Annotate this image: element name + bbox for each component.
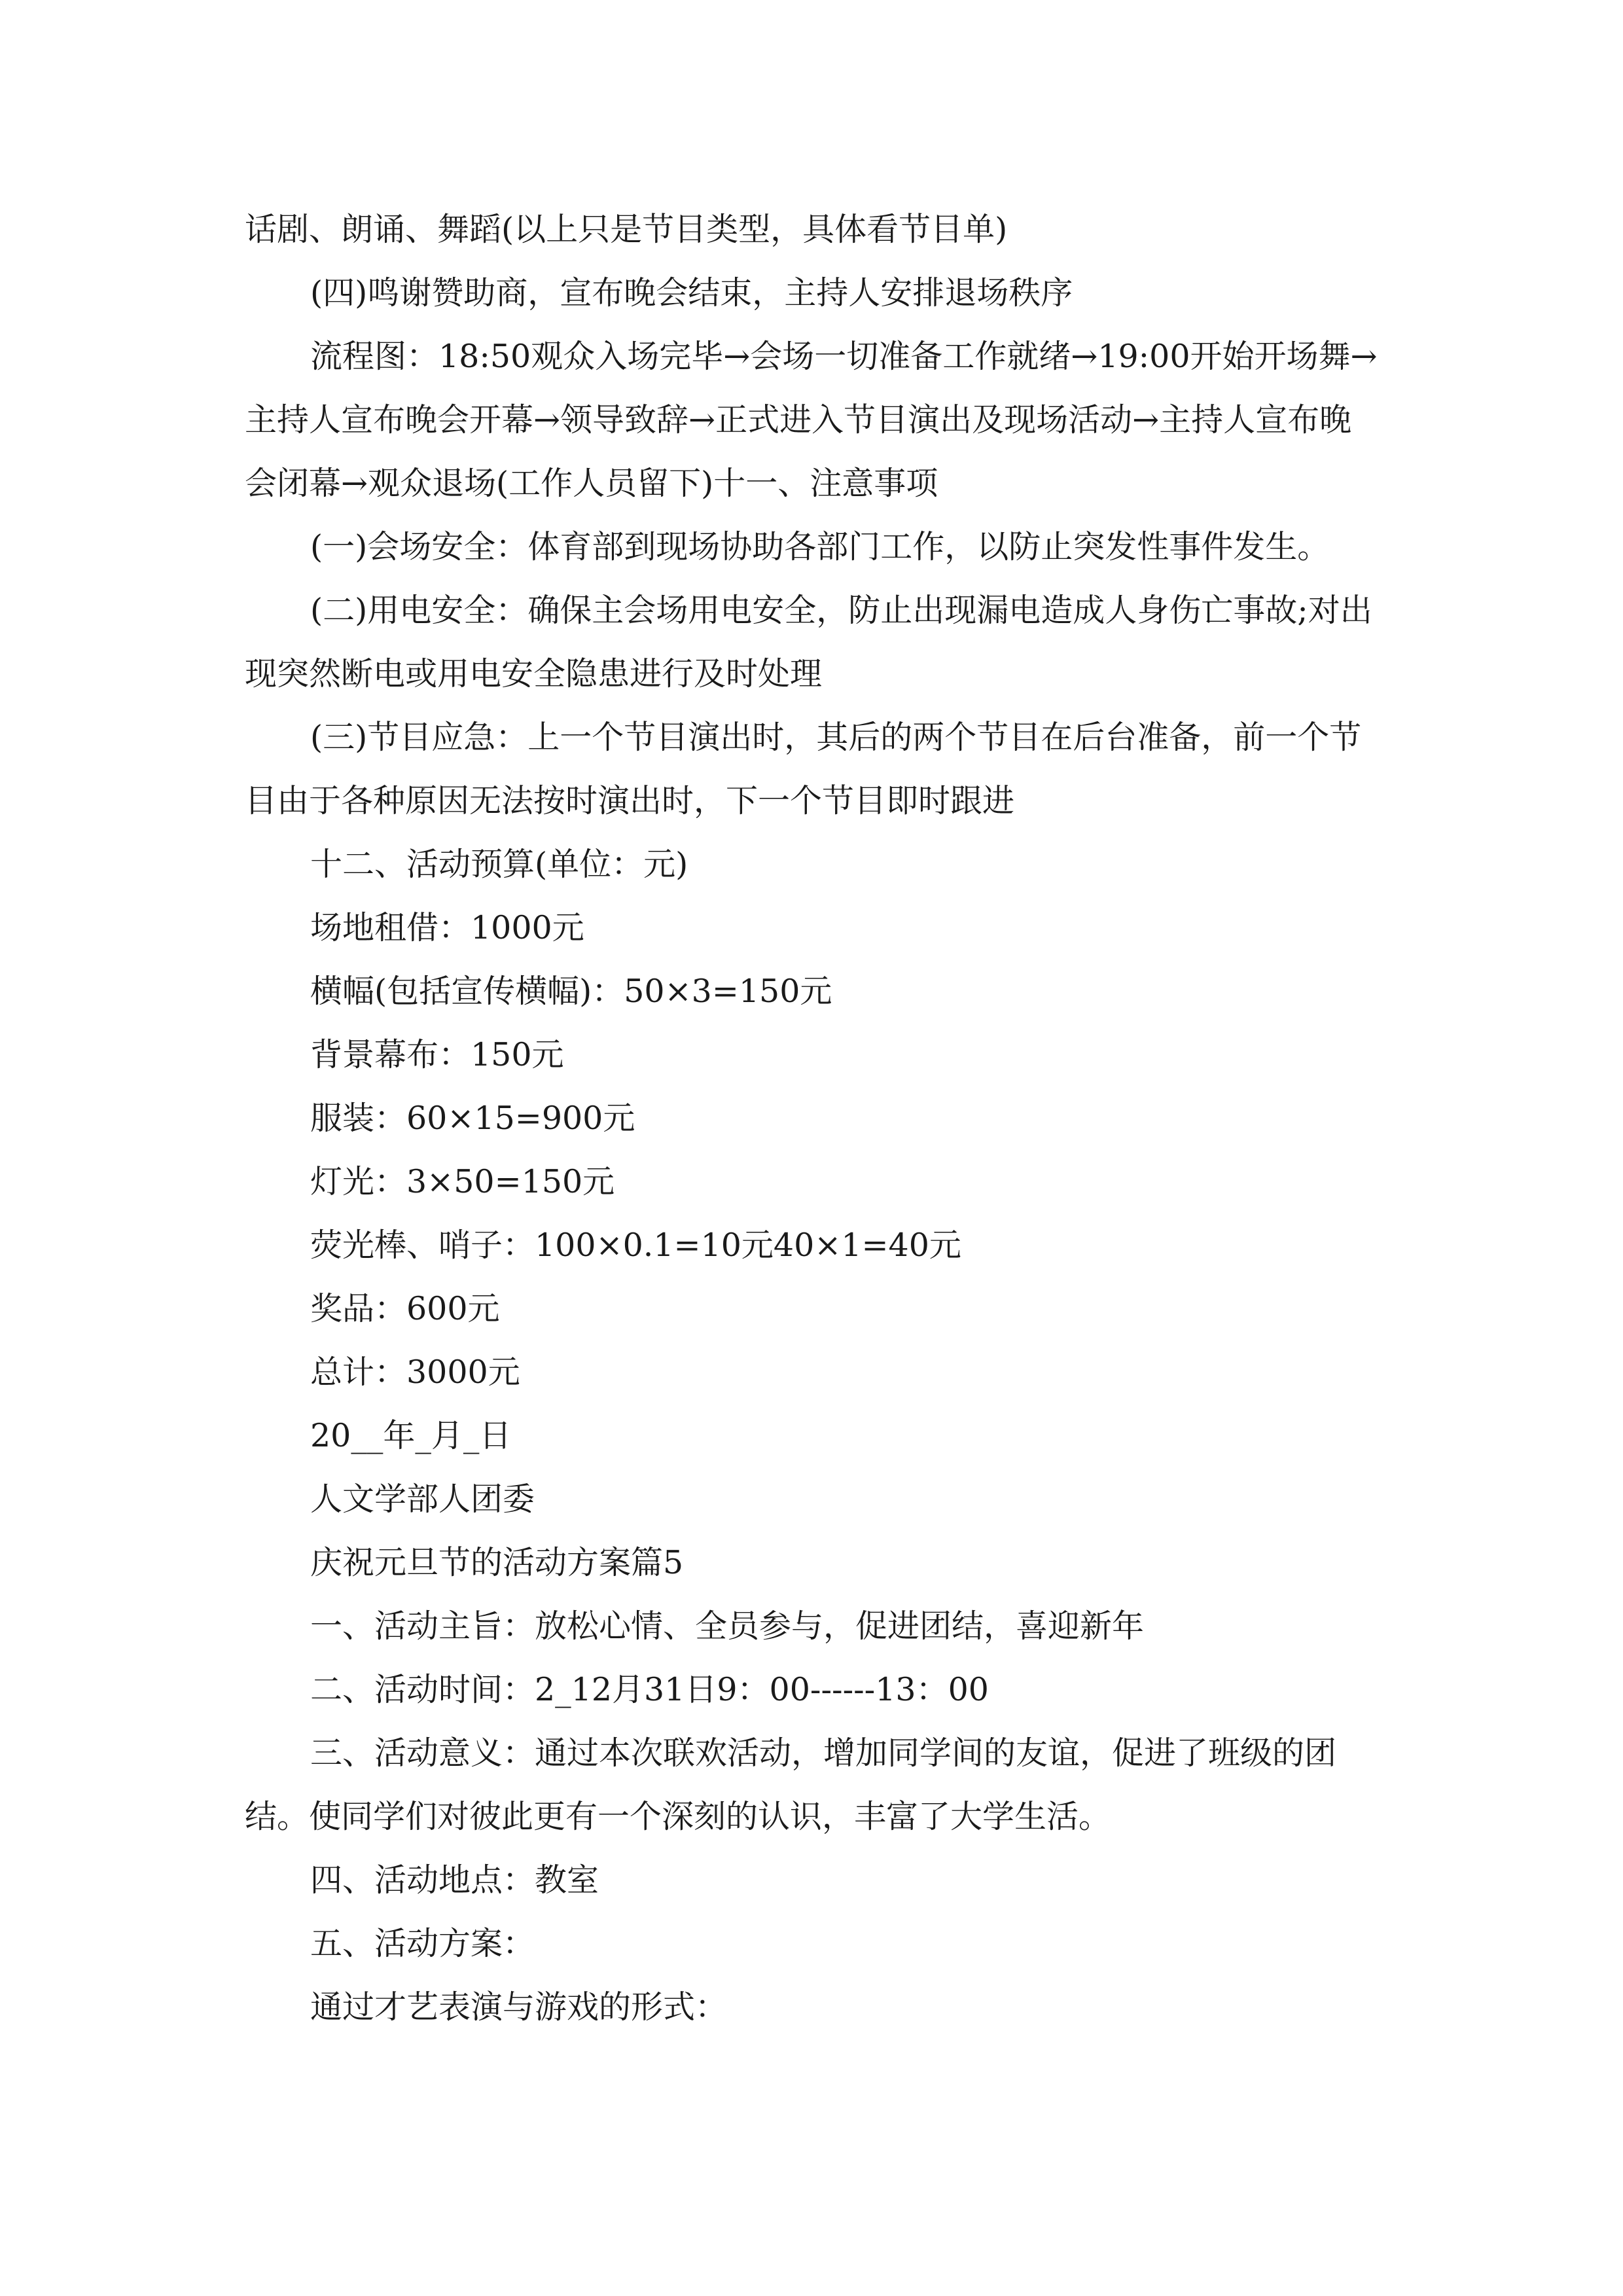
paragraph-closing-thanks: (四)鸣谢赞助商，宣布晚会结束，主持人安排退场秩序: [310, 274, 1073, 312]
document-body: [245, 198, 1381, 2039]
activity-significance: 三、活动意义：通过本次联欢活动，增加同学间的友谊，促进了班级的团结。使同学们对彼此更有一个深刻的认识，丰富了大学生活。: [245, 1734, 1337, 1835]
budget-item-venue: 场地租借：1000元: [310, 909, 584, 946]
activity-plan-heading: 五、活动方案：: [310, 1925, 535, 1962]
paragraph-venue-safety: (一)会场安全：体育部到现场协助各部门工作，以防止突发性事件发生。: [310, 528, 1330, 565]
paragraph-program-types: 话剧、朗诵、舞蹈(以上只是节目类型，具体看节目单): [245, 211, 1008, 248]
organization-signature: 人文学部人团委: [310, 1480, 535, 1518]
section-title: 庆祝元旦节的活动方案篇5: [310, 1544, 684, 1581]
activity-purpose: 一、活动主旨：放松心情、全员参与，促进团结，喜迎新年: [310, 1607, 1145, 1645]
date-line: 20__年_月_日: [310, 1417, 512, 1454]
budget-item-prizes: 奖品：600元: [310, 1290, 500, 1327]
paragraph-program-emergency: (三)节目应急：上一个节目演出时，其后的两个节目在后台准备，前一个节目由于各种原因无法按时演出时，下一个节目即时跟进: [245, 719, 1362, 819]
activity-location: 四、活动地点：教室: [310, 1861, 599, 1899]
budget-item-costume: 服装：60×15=900元: [310, 1100, 635, 1137]
budget-item-lighting: 灯光：3×50=150元: [310, 1163, 615, 1200]
heading-budget: 十二、活动预算(单位：元): [310, 846, 688, 883]
paragraph-flowchart: 流程图：18:50观众入场完毕→会场一切准备工作就绪→19:00开始开场舞→主持人宣布晚会开幕→领导致辞→正式进入节目演出及现场活动→主持人宣布晚会闭幕→观众退场(工作人员留下)十一、注意事项: [245, 338, 1378, 502]
activity-plan-intro: 通过才艺表演与游戏的形式：: [310, 1988, 728, 2026]
budget-item-backdrop: 背景幕布：150元: [310, 1036, 564, 1073]
budget-total: 总计：3000元: [310, 1354, 520, 1391]
paragraph-electric-safety: (二)用电安全：确保主会场用电安全，防止出现漏电造成人身伤亡事故;对出现突然断电或用电安全隐患进行及时处理: [245, 592, 1372, 692]
budget-item-banner: 横幅(包括宣传横幅)：50×3=150元: [310, 973, 832, 1010]
activity-time: 二、活动时间：2_12月31日9：00------13：00: [310, 1671, 989, 1708]
budget-item-glowsticks: 荧光棒、哨子：100×0.1=10元40×1=40元: [310, 1227, 961, 1264]
